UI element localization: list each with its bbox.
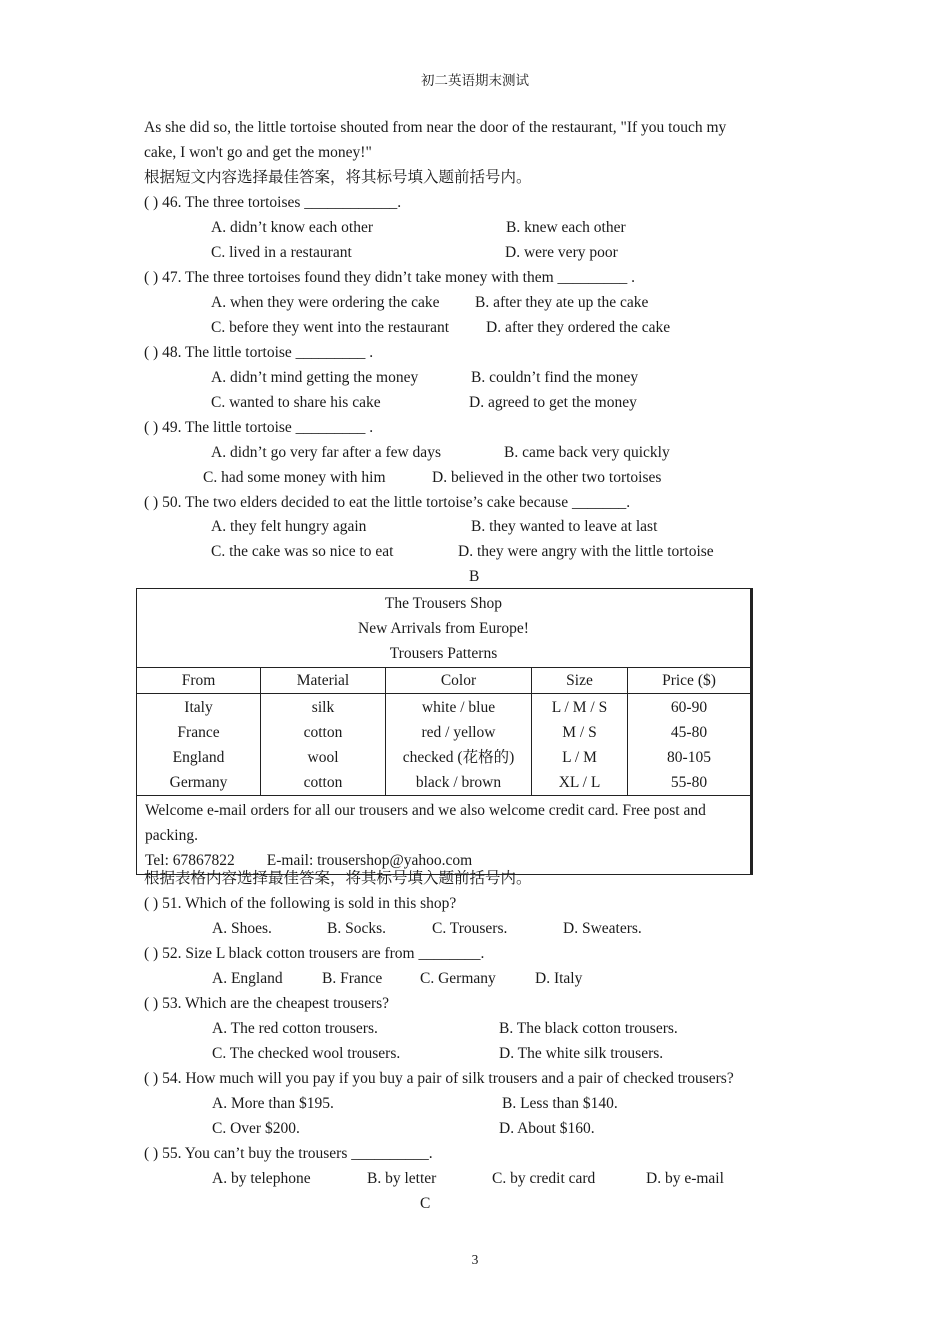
q51-option-c: C. Trousers. <box>432 920 508 937</box>
q54-option-c: C. Over $200. <box>212 1120 300 1137</box>
q48-option-c: C. wanted to share his cake <box>211 394 381 411</box>
column-header-price: Price ($) <box>628 668 752 694</box>
q46-option-c: C. lived in a restaurant <box>211 244 352 261</box>
q52-option-b: B. France <box>322 970 383 987</box>
cell-color: white / blue <box>421 699 496 716</box>
question-48-stem: ( ) 48. The little tortoise _________ . <box>144 344 374 361</box>
question-55-stem: ( ) 55. You can’t buy the trousers __________. <box>144 1145 433 1162</box>
cell-from: Italy <box>184 699 213 716</box>
q55-option-c: C. by credit card <box>492 1170 596 1187</box>
size-column <box>532 694 628 796</box>
cell-price: 55-80 <box>670 774 708 791</box>
q53-option-d: D. The white silk trousers. <box>499 1045 664 1062</box>
question-46-stem: ( ) 46. The three tortoises ____________. <box>144 194 402 211</box>
section-c-heading: C <box>420 1195 431 1212</box>
cell-price: 45-80 <box>670 724 708 741</box>
price-column <box>628 694 752 796</box>
material-column <box>261 694 386 796</box>
column-header-color: Color <box>386 668 532 694</box>
page-header: 初二英语期末测试 <box>421 73 529 88</box>
cell-from: Germany <box>169 774 228 791</box>
instruction-b: 根据表格内容选择最佳答案，将其标号填入题前括号内。 <box>144 870 532 887</box>
cell-material: silk <box>311 699 335 716</box>
shop-footer <box>137 796 752 875</box>
shop-name: The Trousers Shop <box>384 595 503 612</box>
q51-option-b: B. Socks. <box>327 920 386 937</box>
cell-material: cotton <box>303 724 343 741</box>
cell-material: cotton <box>303 774 343 791</box>
q54-option-d: D. About $160. <box>499 1120 595 1137</box>
question-52-stem: ( ) 52. Size L black cotton trousers are from ________. <box>144 945 485 962</box>
q50-option-b: B. they wanted to leave at last <box>471 518 658 535</box>
q47-option-c: C. before they went into the restaurant <box>211 319 450 336</box>
q53-option-b: B. The black cotton trousers. <box>499 1020 678 1037</box>
trousers-shop-table <box>136 588 753 875</box>
cell-color: checked (花格的) <box>402 749 515 766</box>
shop-table-caption: Trousers Patterns <box>389 645 498 662</box>
passage-line: cake, I won't go and get the money!" <box>144 144 372 161</box>
color-column <box>386 694 532 796</box>
q48-option-d: D. agreed to get the money <box>469 394 637 411</box>
q51-option-d: D. Sweaters. <box>563 920 642 937</box>
q50-option-c: C. the cake was so nice to eat <box>211 543 394 560</box>
passage-line: As she did so, the little tortoise shouted from near the door of the restaurant, "If you touch my <box>144 119 727 136</box>
cell-from: France <box>177 724 220 741</box>
question-51-stem: ( ) 51. Which of the following is sold in this shop? <box>144 895 457 912</box>
cell-price: 60-90 <box>670 699 708 716</box>
q55-option-a: A. by telephone <box>212 1170 311 1187</box>
q52-option-a: A. England <box>212 970 283 987</box>
question-47-stem: ( ) 47. The three tortoises found they didn’t take money with them _________ . <box>144 269 636 286</box>
cell-size: L / M <box>562 749 597 766</box>
question-49-stem: ( ) 49. The little tortoise _________ . <box>144 419 374 436</box>
q46-option-d: D. were very poor <box>505 244 618 261</box>
shop-tel: Tel: 67867822 <box>145 852 235 869</box>
cell-size: L / M / S <box>551 699 608 716</box>
column-header-from: From <box>137 668 261 694</box>
q55-option-d: D. by e-mail <box>646 1170 724 1187</box>
q48-option-b: B. couldn’t find the money <box>471 369 639 386</box>
column-header-material: Material <box>261 668 386 694</box>
q47-option-b: B. after they ate up the cake <box>475 294 649 311</box>
q48-option-a: A. didn’t mind getting the money <box>211 369 419 386</box>
q54-option-a: A. More than $195. <box>212 1095 334 1112</box>
section-b-heading: B <box>469 568 480 585</box>
question-50-stem: ( ) 50. The two elders decided to eat the little tortoise’s cake because _______. <box>144 494 631 511</box>
q52-option-c: C. Germany <box>420 970 496 987</box>
question-54-stem: ( ) 54. How much will you pay if you buy a pair of silk trousers and a pair of checked trousers? <box>144 1070 734 1087</box>
q53-option-c: C. The checked wool trousers. <box>212 1045 401 1062</box>
cell-size: XL / L <box>558 774 601 791</box>
q46-option-a: A. didn’t know each other <box>211 219 373 236</box>
q47-option-d: D. after they ordered the cake <box>486 319 671 336</box>
question-53-stem: ( ) 53. Which are the cheapest trousers? <box>144 995 390 1012</box>
q47-option-a: A. when they were ordering the cake <box>211 294 440 311</box>
q50-option-a: A. they felt hungry again <box>211 518 367 535</box>
cell-color: red / yellow <box>421 724 496 741</box>
q52-option-d: D. Italy <box>535 970 583 987</box>
cell-size: M / S <box>562 724 597 741</box>
page-number: 3 <box>471 1252 479 1267</box>
shop-note: Welcome e-mail orders for all our trousers and we also welcome credit card. Free post and packing. <box>145 802 706 844</box>
cell-from: England <box>172 749 225 766</box>
q49-option-b: B. came back very quickly <box>504 444 670 461</box>
column-header-size: Size <box>532 668 628 694</box>
q53-option-a: A. The red cotton trousers. <box>212 1020 378 1037</box>
q51-option-a: A. Shoes. <box>212 920 272 937</box>
cell-color: black / brown <box>415 774 502 791</box>
cell-material: wool <box>307 749 339 766</box>
q55-option-b: B. by letter <box>367 1170 437 1187</box>
q49-option-a: A. didn’t go very far after a few days <box>211 444 441 461</box>
shop-subtitle: New Arrivals from Europe! <box>358 620 529 637</box>
shop-title-block <box>137 589 752 668</box>
instruction-a: 根据短文内容选择最佳答案，将其标号填入题前括号内。 <box>144 169 532 186</box>
q49-option-c: C. had some money with him <box>203 469 386 486</box>
q46-option-b: B. knew each other <box>506 219 626 236</box>
q49-option-d: D. believed in the other two tortoises <box>432 469 662 486</box>
q50-option-d: D. they were angry with the little tortoise <box>458 543 714 560</box>
from-column <box>137 694 261 796</box>
q54-option-b: B. Less than $140. <box>502 1095 618 1112</box>
cell-price: 80-105 <box>667 749 711 766</box>
shop-email: E-mail: trousershop@yahoo.com <box>266 852 473 869</box>
